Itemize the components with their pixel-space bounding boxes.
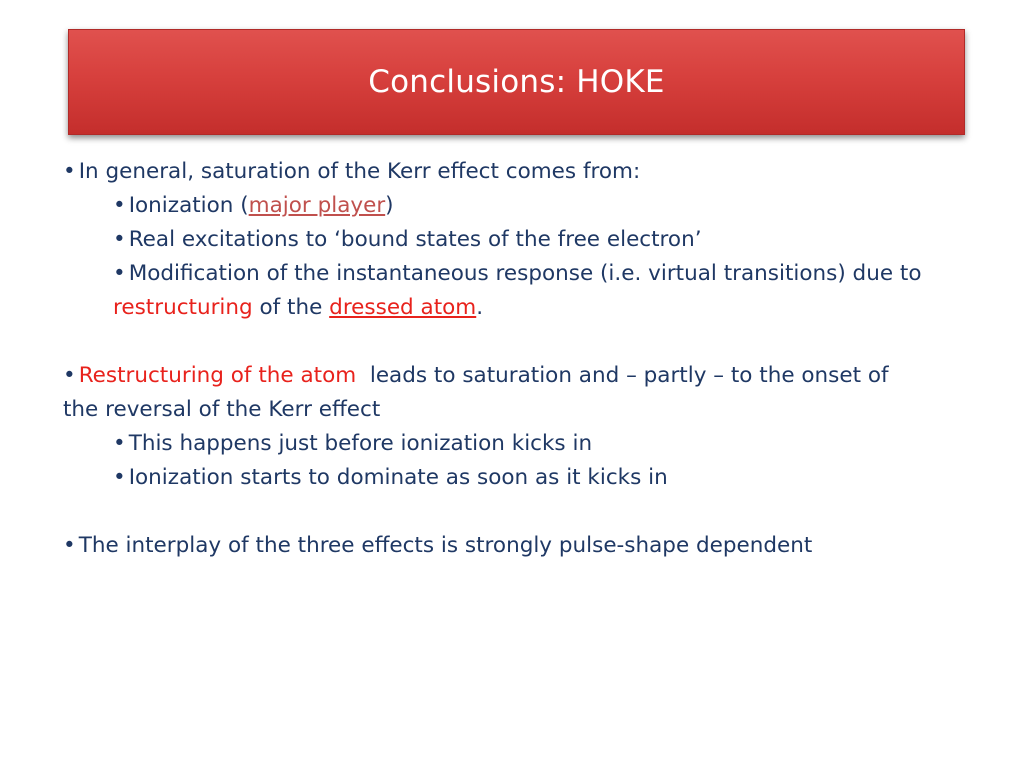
bullet-dot: • (113, 261, 126, 286)
sub-bullet-ionization: • Ionization (major player) (113, 193, 394, 218)
bullet-general-saturation (63, 155, 998, 189)
title-banner (68, 29, 965, 135)
bullet-interplay: • The interplay of the three effects is strongly pulse-shape dependent (63, 533, 813, 558)
bullet-dot: • (63, 363, 76, 388)
sub-bullet-modification: • Modification of the instantaneous response (i.e. virtual transitions) due to (113, 261, 922, 286)
bullet-dot: • (113, 227, 126, 252)
major-player-link[interactable]: major player (248, 193, 386, 218)
bullet-dot: • (113, 465, 126, 490)
bullet-dot: • (63, 533, 76, 558)
bullet-dot: • (113, 193, 126, 218)
sub-bullet-before-ionization: • This happens just before ionization kicks in (113, 431, 593, 456)
sub-bullet-modification-cont: restructuring of the dressed atom. (113, 295, 484, 320)
sub-bullet-real-excitations: • Real excitations to ‘bound states of the free electron’ (113, 227, 702, 252)
slide-title: Conclusions: HOKE (368, 64, 665, 100)
slide-body (63, 155, 998, 563)
dressed-atom-link[interactable]: dressed atom (329, 295, 477, 320)
bullet-restructuring-cont: the reversal of the Kerr effect (63, 397, 381, 422)
restructuring-emphasis: restructuring (113, 295, 253, 320)
restructuring-atom-emphasis: Restructuring of the atom (78, 363, 357, 388)
bullet-dot: • (63, 159, 76, 184)
bullet-text: In general, saturation of the Kerr effect comes from: (78, 159, 641, 184)
bullet-restructuring: • Restructuring of the atom leads to saturation and – partly – to the onset of (63, 363, 889, 388)
spacer (63, 495, 998, 529)
bullet-dot: • (113, 431, 126, 456)
spacer (63, 325, 998, 359)
sub-bullet-ionization-dominates: • Ionization starts to dominate as soon as it kicks in (113, 465, 668, 490)
